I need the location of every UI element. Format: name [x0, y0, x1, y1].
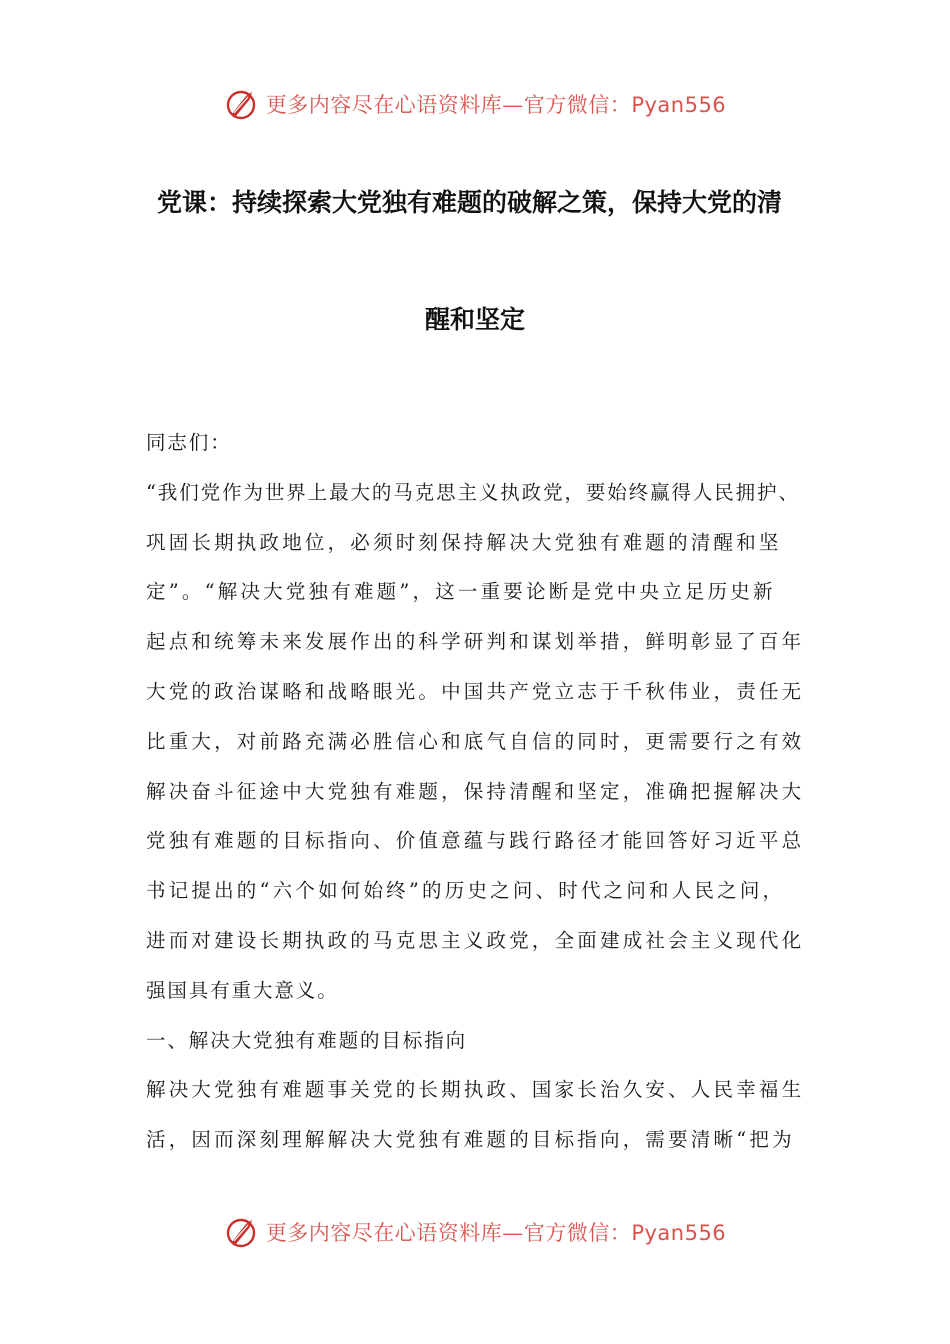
header-banner-text: 更多内容尽在心语资料库—官方微信：Pyan556 [265, 93, 727, 117]
body-line: 定”。“解决大党独有难题”，这一重要论断是党中央立足历史新 [146, 580, 776, 604]
pen-nib-logo-icon [224, 86, 260, 122]
document-title-line-1: 党课：持续探索大党独有难题的破解之策，保持大党的清 [157, 188, 783, 217]
body-line: 进而对建设长期执政的马克思主义政党，全面建成社会主义现代化 [146, 928, 805, 952]
pen-nib-logo-icon [224, 1214, 260, 1250]
document-title-line-2: 醒和坚定 [424, 305, 525, 334]
body-line: “我们党作为世界上最大的马克思主义执政党，要始终赢得人民拥护、 [146, 480, 800, 504]
body-line: 活，因而深刻理解解决大党独有难题的目标指向，需要清晰“把为 [146, 1128, 795, 1152]
header-wechat-id: Pyan556 [631, 93, 727, 117]
footer-banner-text: 更多内容尽在心语资料库—官方微信：Pyan556 [265, 1221, 727, 1245]
header-watermark-banner [0, 84, 950, 124]
body-line: 书记提出的“六个如何始终”的历史之问、时代之问和人民之问， [146, 879, 786, 903]
body-line: 解决大党独有难题事关党的长期执政、国家长治久安、人民幸福生 [146, 1078, 805, 1102]
body-line: 解决奋斗征途中大党独有难题，保持清醒和坚定，准确把握解决大 [146, 779, 805, 803]
body-line: 党独有难题的目标指向、价值意蕴与践行路径才能回答好习近平总 [146, 829, 805, 853]
body-line: 同志们： [146, 431, 232, 454]
body-line: 起点和统筹未来发展作出的科学研判和谋划举措，鲜明彰显了百年 [146, 630, 805, 654]
body-line: 比重大，对前路充满必胜信心和底气自信的同时，更需要行之有效 [146, 729, 805, 753]
footer-watermark-banner [0, 1212, 950, 1252]
document-body [146, 418, 836, 1165]
body-line: 强国具有重大意义。 [146, 978, 339, 1002]
footer-wechat-id: Pyan556 [631, 1221, 727, 1245]
body-line: 大党的政治谋略和战略眼光。中国共产党立志于千秋伟业，责任无 [146, 679, 805, 703]
section-heading: 一、解决大党独有难题的目标指向 [146, 1028, 468, 1052]
body-line: 巩固长期执政地位，必须时刻保持解决大党独有难题的清醒和坚 [146, 530, 782, 554]
